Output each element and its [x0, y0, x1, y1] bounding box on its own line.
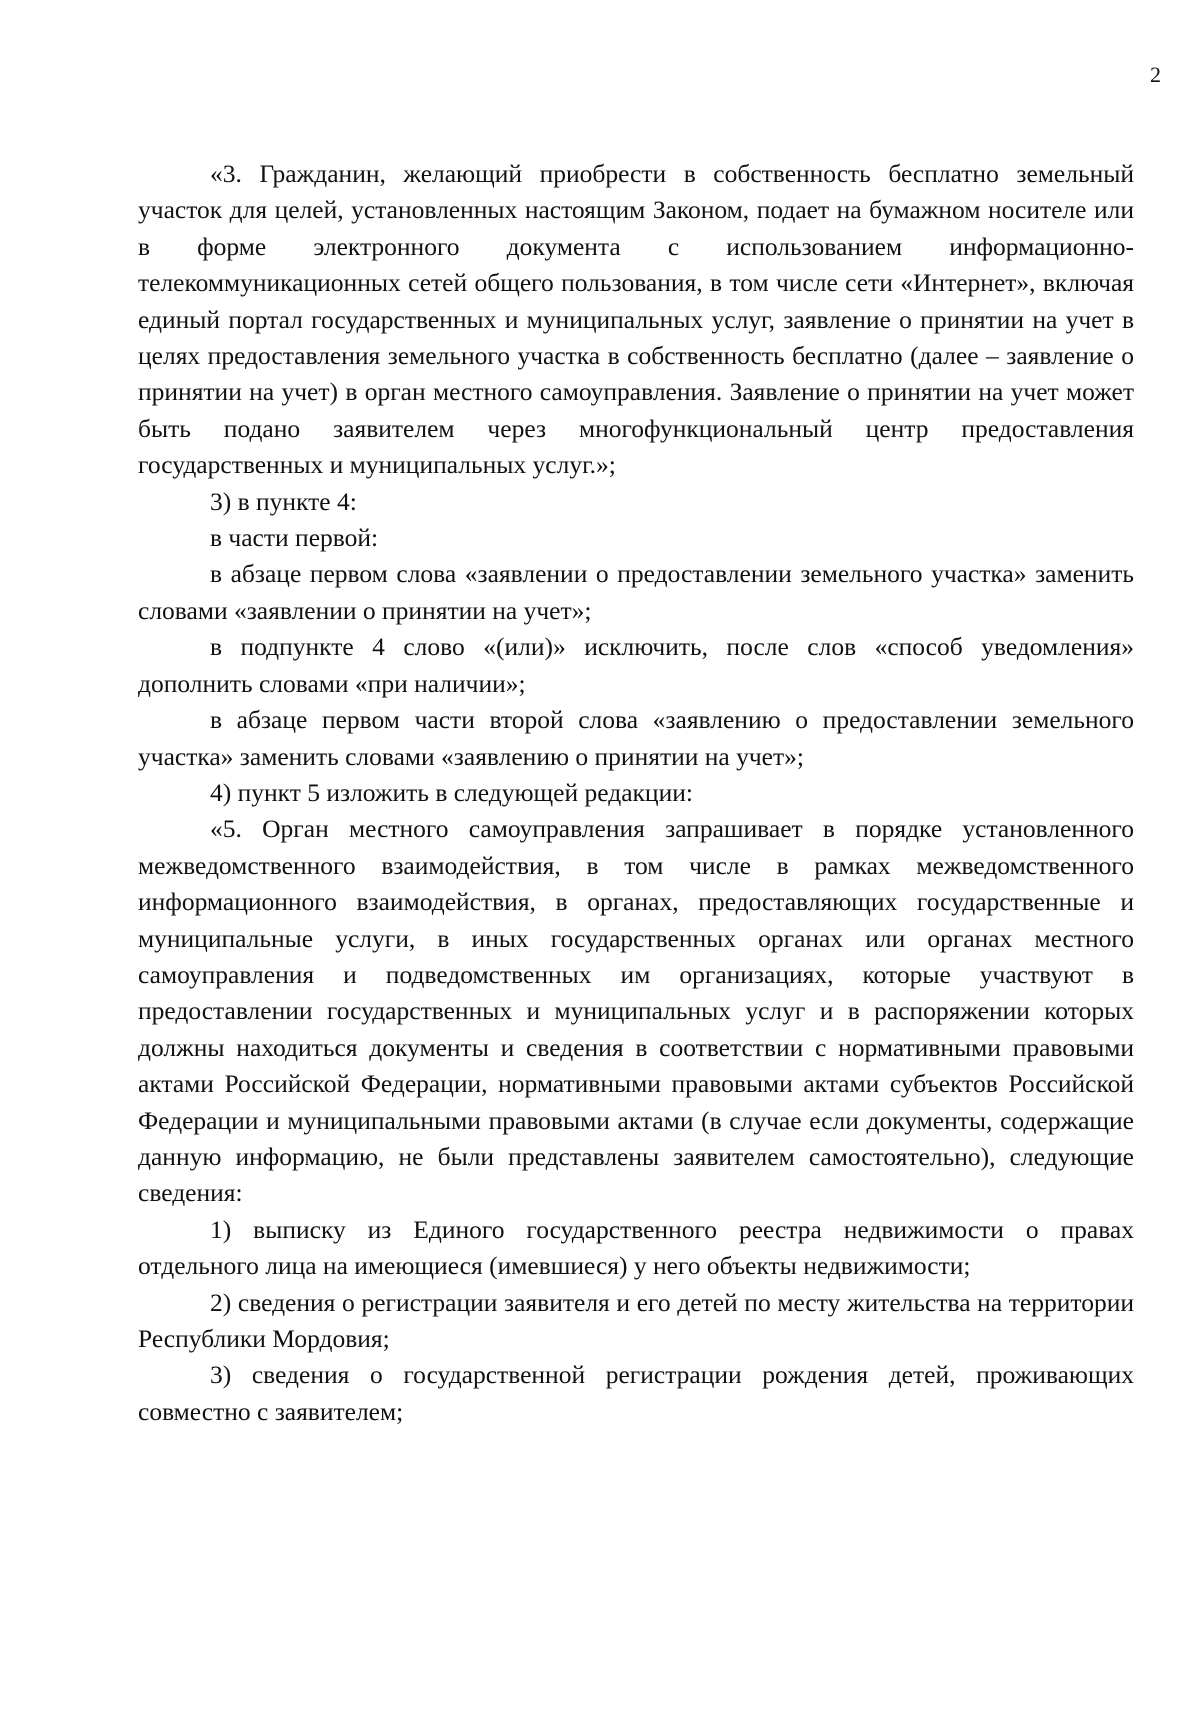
paragraph: 3) в пункте 4: — [210, 486, 357, 516]
paragraph: 4) пункт 5 изложить в следующей редакции: — [210, 777, 693, 807]
paragraph: «5. Орган местного самоуправления запрашивает в порядке установленного межведомственного взаимодействия, в том числе в рамках межведомственного информационного взаимодействия, в органах, предоставляющих государственные и муниципальные услуги, в иных государственных органах или органах местного самоуправления и подведомственных им организациях, которые участвуют в предоставлении государственных и муниципальных услуг и в распоряжении которых должны находиться документы и сведения в соответствии с нормативными правовыми актами Российской Федерации, нормативными правовыми актами субъектов Российской Федерации и муниципальными правовыми актами (в случае если документы, содержащие данную информацию, не были представлены заявителем самостоятельно), следующие сведения: — [138, 814, 1134, 1208]
paragraph: в части первой: — [210, 523, 379, 553]
paragraph: 3) сведения о государственной регистрации рождения детей, проживающих совместно с заявителем; — [138, 1360, 1134, 1426]
document-body — [138, 156, 1134, 1430]
paragraph: «3. Гражданин, желающий приобрести в собственность бесплатно земельный участок для целей, установленных настоящим Законом, подает на бумажном носителе или в форме электронного документа с использованием информационно-телекоммуникационных сетей общего пользования, в том числе сети «Интернет», включая единый портал государственных и муниципальных услуг, заявление о принятии на учет в целях предоставления земельного участка в собственность бесплатно (далее – заявление о принятии на учет) в орган местного самоуправления. Заявление о принятии на учет может быть подано заявителем через многофункциональный центр предоставления государственных и муниципальных услуг.»; — [138, 159, 1134, 480]
paragraph: в абзаце первом слова «заявлении о предоставлении земельного участка» заменить словами «заявлении о принятии на учет»; — [138, 559, 1134, 625]
paragraph: в подпункте 4 слово «(или)» исключить, после слов «способ уведомления» дополнить словами «при наличии»; — [138, 632, 1134, 698]
page-number: 2 — [1150, 62, 1161, 87]
paragraph: в абзаце первом части второй слова «заявлению о предоставлении земельного участка» заменить словами «заявлению о принятии на учет»; — [138, 705, 1134, 771]
paragraph: 2) сведения о регистрации заявителя и его детей по месту жительства на территории Республики Мордовия; — [138, 1287, 1134, 1353]
paragraph: 1) выписку из Единого государственного реестра недвижимости о правах отдельного лица на имеющиеся (имевшиеся) у него объекты недвижимости; — [138, 1214, 1134, 1281]
